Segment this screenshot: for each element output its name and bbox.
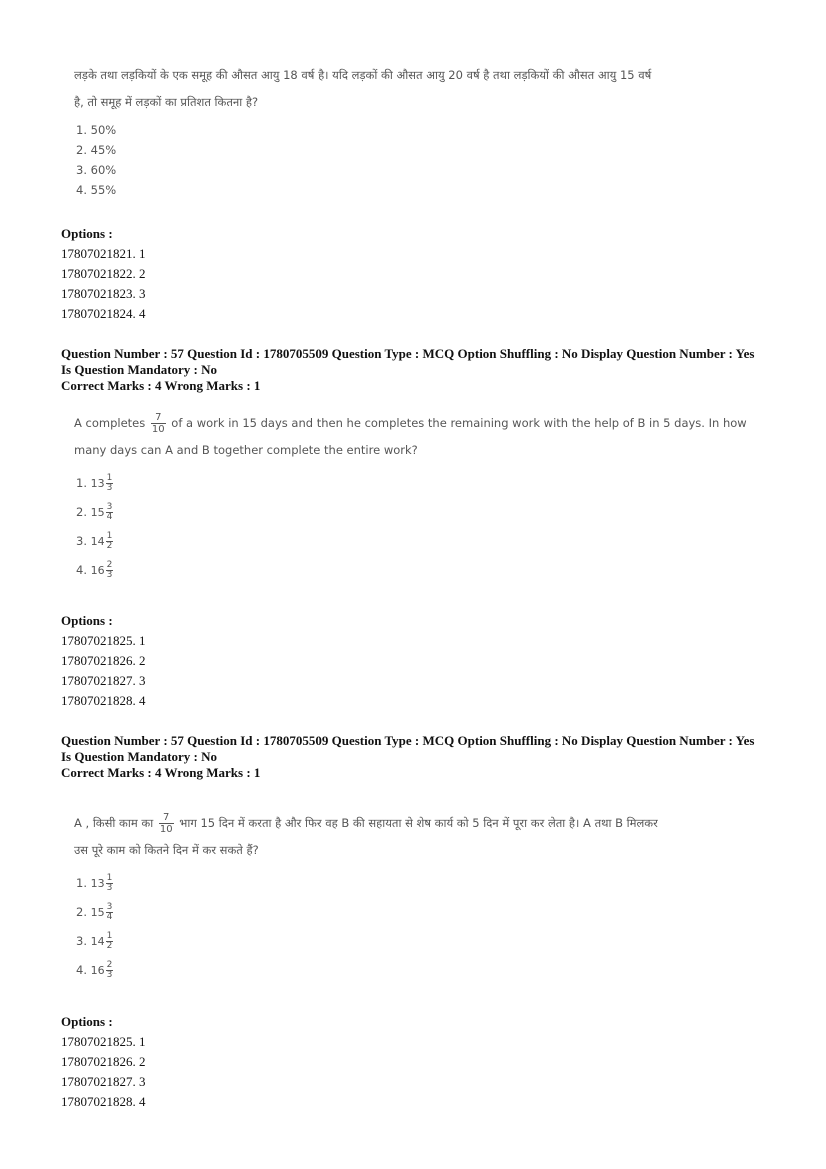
fraction-numerator: 1 bbox=[106, 473, 113, 483]
choice-label: 4. bbox=[76, 563, 87, 577]
option-id: 17807021828. 4 bbox=[61, 693, 146, 708]
question-meta bbox=[61, 346, 754, 394]
fraction bbox=[106, 474, 114, 493]
choice-1: 1. 50% bbox=[76, 123, 117, 137]
option-id: 17807021827. 3 bbox=[61, 673, 146, 688]
options-title: Options : bbox=[61, 1014, 113, 1029]
choice-3 bbox=[76, 532, 115, 561]
mixed-number bbox=[91, 474, 116, 493]
option-id: 17807021828. 4 bbox=[61, 1094, 146, 1109]
question-text bbox=[74, 410, 774, 464]
whole-part: 15 bbox=[90, 506, 105, 519]
question-part: A completes bbox=[74, 416, 146, 430]
options-title: Options : bbox=[61, 226, 113, 241]
question-line: लड़के तथा लड़कियों के एक समूह की औसत आयु 18 वर्ष है। यदि लड़कों की औसत आयु 20 वर्ष है तथा लड़कियों की औसत आयु 15 वर्ष bbox=[74, 68, 652, 82]
choice-2: 2. 45% bbox=[76, 143, 117, 157]
choice-2 bbox=[76, 503, 115, 532]
fraction-denominator: 3 bbox=[106, 970, 113, 980]
fraction-denominator: 10 bbox=[159, 824, 173, 835]
question-text bbox=[74, 810, 774, 864]
option-id: 17807021823. 3 bbox=[61, 286, 146, 301]
fraction-numerator: 1 bbox=[106, 873, 113, 883]
options-list bbox=[61, 224, 146, 324]
choice-label: 4. bbox=[76, 963, 87, 977]
choice-1 bbox=[76, 474, 115, 503]
fraction-denominator: 4 bbox=[106, 512, 113, 522]
mixed-number bbox=[91, 932, 116, 951]
options-title: Options : bbox=[61, 613, 113, 628]
whole-part: 16 bbox=[90, 964, 105, 977]
whole-part: 14 bbox=[90, 535, 105, 548]
fraction bbox=[106, 874, 114, 893]
fraction-numerator: 3 bbox=[106, 502, 113, 512]
choice-label: 1. bbox=[76, 476, 87, 490]
mixed-number bbox=[91, 561, 116, 580]
question-part: of a work in 15 days and then he completes the remaining work with the help of B in 5 days. In how bbox=[171, 416, 747, 430]
meta-line: Correct Marks : 4 Wrong Marks : 1 bbox=[61, 765, 261, 780]
fraction bbox=[106, 503, 114, 522]
question-line: है, तो समूह में लड़कों का प्रतिशत कितना है? bbox=[74, 95, 259, 109]
fraction-denominator: 2 bbox=[106, 941, 113, 951]
answer-choices bbox=[76, 874, 115, 990]
fraction-numerator: 7 bbox=[151, 412, 166, 424]
meta-line: Correct Marks : 4 Wrong Marks : 1 bbox=[61, 378, 261, 393]
meta-line: Is Question Mandatory : No bbox=[61, 749, 218, 764]
fraction-numerator: 3 bbox=[106, 902, 113, 912]
mixed-number bbox=[91, 874, 116, 893]
mixed-number bbox=[91, 532, 116, 551]
question-part: भाग 15 दिन में करता है और फिर वह B की सहायता से शेष कार्य को 5 दिन में पूरा कर लेता है। A तथा B मिलकर bbox=[179, 816, 658, 830]
choice-3: 3. 60% bbox=[76, 163, 117, 177]
choice-label: 2. bbox=[76, 505, 87, 519]
fraction-numerator: 7 bbox=[159, 812, 174, 824]
fraction-denominator: 3 bbox=[106, 483, 113, 493]
option-id: 17807021825. 1 bbox=[61, 1034, 146, 1049]
choice-label: 2. bbox=[76, 905, 87, 919]
question-line bbox=[74, 810, 774, 837]
question-line: many days can A and B together complete the entire work? bbox=[74, 443, 418, 457]
mixed-number bbox=[91, 903, 116, 922]
option-id: 17807021821. 1 bbox=[61, 246, 146, 261]
question-line bbox=[74, 410, 774, 437]
fraction-denominator: 4 bbox=[106, 912, 113, 922]
mixed-number bbox=[91, 503, 116, 522]
question-line: उस पूरे काम को कितने दिन में कर सकते हैं? bbox=[74, 843, 259, 857]
question-meta bbox=[61, 733, 754, 781]
choice-label: 3. bbox=[76, 934, 87, 948]
fraction-denominator: 10 bbox=[151, 424, 165, 435]
option-id: 17807021826. 2 bbox=[61, 653, 146, 668]
whole-part: 15 bbox=[90, 906, 105, 919]
meta-line: Is Question Mandatory : No bbox=[61, 362, 218, 377]
fraction bbox=[106, 961, 114, 980]
choice-label: 1. bbox=[76, 876, 87, 890]
fraction bbox=[159, 812, 174, 835]
fraction-numerator: 1 bbox=[106, 931, 113, 941]
fraction-numerator: 1 bbox=[106, 531, 113, 541]
option-id: 17807021822. 2 bbox=[61, 266, 146, 281]
choice-3 bbox=[76, 932, 115, 961]
fraction-numerator: 2 bbox=[106, 560, 113, 570]
fraction bbox=[106, 932, 114, 951]
fraction-denominator: 3 bbox=[106, 570, 113, 580]
fraction-denominator: 2 bbox=[106, 541, 113, 551]
question-part: A , किसी काम का bbox=[74, 816, 154, 830]
fraction bbox=[151, 412, 166, 435]
whole-part: 13 bbox=[90, 477, 105, 490]
fraction-denominator: 3 bbox=[106, 883, 113, 893]
answer-choices bbox=[76, 474, 115, 590]
choice-4: 4. 55% bbox=[76, 183, 117, 197]
mixed-number bbox=[91, 961, 116, 980]
choice-2 bbox=[76, 903, 115, 932]
choice-4 bbox=[76, 961, 115, 990]
option-id: 17807021825. 1 bbox=[61, 633, 146, 648]
options-list bbox=[61, 1012, 146, 1112]
fraction bbox=[106, 532, 114, 551]
fraction-numerator: 2 bbox=[106, 960, 113, 970]
option-id: 17807021826. 2 bbox=[61, 1054, 146, 1069]
choice-4 bbox=[76, 561, 115, 590]
option-id: 17807021824. 4 bbox=[61, 306, 146, 321]
fraction bbox=[106, 561, 114, 580]
options-list bbox=[61, 611, 146, 711]
answer-choices bbox=[76, 120, 116, 200]
option-id: 17807021827. 3 bbox=[61, 1074, 146, 1089]
meta-line: Question Number : 57 Question Id : 1780705509 Question Type : MCQ Option Shuffling : No Display Question Number : Yes bbox=[61, 733, 755, 748]
meta-line: Question Number : 57 Question Id : 1780705509 Question Type : MCQ Option Shuffling : No Display Question Number : Yes bbox=[61, 346, 755, 361]
question-text bbox=[74, 62, 774, 116]
choice-1 bbox=[76, 874, 115, 903]
fraction bbox=[106, 903, 114, 922]
whole-part: 16 bbox=[90, 564, 105, 577]
choice-label: 3. bbox=[76, 534, 87, 548]
whole-part: 14 bbox=[90, 935, 105, 948]
whole-part: 13 bbox=[90, 877, 105, 890]
